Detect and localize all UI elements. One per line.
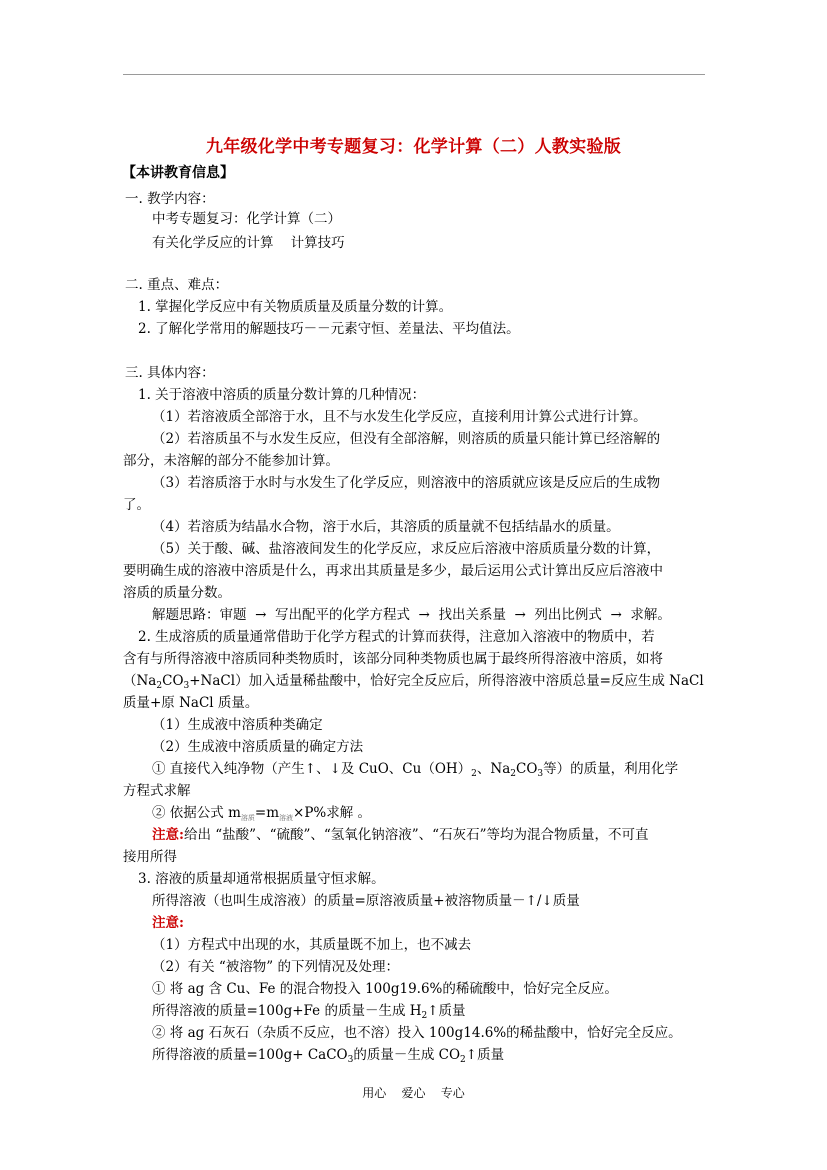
s3-point2a: 2. 生成溶质的质量通常借助于化学方程式的计算而获得，注意加入溶液中的物质中，若 bbox=[138, 629, 655, 645]
s3-group1: （1）生成液中溶质种类确定 bbox=[152, 717, 323, 733]
s3-case2a: （2）若溶质虽不与水发生反应，但没有全部溶解，则溶质的质量只能计算已经溶解的 bbox=[152, 431, 661, 447]
s3-case3a: （3）若溶质溶于水时与水发生了化学反应，则溶液中的溶质就应该是反应后的生成物 bbox=[152, 475, 661, 491]
note-label: 注意: bbox=[152, 827, 184, 843]
s3-point1: 1. 关于溶液中溶质的质量分数计算的几种情况： bbox=[138, 387, 426, 403]
s3-case5b: 要明确生成的溶液中溶质是什么，再求出其质量是多少，最后运用公式计算出反应后溶液中 bbox=[123, 563, 663, 579]
s3-case4: （4）若溶质为结晶水合物，溶于水后，其溶质的质量就不包括结晶水的质量。 bbox=[152, 519, 620, 535]
method2: ② 依据公式 $m_{溶质}=m_{溶液}\times P\%$求解 。 bbox=[152, 805, 372, 822]
s3-group2: （2）生成液中溶质质量的确定方法 bbox=[152, 739, 364, 755]
document-title: 九年级化学中考专题复习：化学计算（二）人教实验版 bbox=[205, 137, 622, 157]
s3-point2c: $(Na_2CO_3+NaCl)$加入适量稀盐酸中，恰好完全反应后，所得溶液中溶质总量=反应生成 NaCl bbox=[123, 673, 704, 691]
note2-label: 注意: bbox=[152, 915, 184, 931]
s1-line2: 有关化学反应的计算 计算技巧 bbox=[152, 235, 345, 251]
header-rule bbox=[123, 74, 705, 75]
s3-heading: 三. 具体内容： bbox=[125, 365, 215, 381]
example1-result: 所得溶液的质量=100g+Fe 的质量－生成 $H_2↑$质量 bbox=[152, 1003, 466, 1021]
solving-approach: 解题思路：审题 → 写出配平的化学方程式 → 找出关系量 → 列出比例式 → 求解。 bbox=[152, 607, 671, 623]
s3-case3b: 了。 bbox=[123, 497, 150, 513]
s1-heading: 一. 教学内容： bbox=[125, 191, 215, 207]
s2-point2: 2. 了解化学常用的解题技巧－－元素守恒、差量法、平均值法。 bbox=[138, 321, 520, 337]
s1-line1: 中考专题复习：化学计算（二） bbox=[152, 211, 341, 227]
s3-case1: （1）若溶液质全部溶于水，且不与水发生化学反应，直接利用计算公式进行计算。 bbox=[152, 409, 647, 425]
s3-case5a: （5）关于酸、碱、盐溶液间发生的化学反应，求反应后溶液中溶质质量分数的计算， bbox=[152, 541, 661, 557]
method1b: 方程式求解 bbox=[123, 783, 191, 799]
page-footer: 用心 爱心 专心 bbox=[362, 1086, 465, 1100]
s3-case5c: 溶质的质量分数。 bbox=[123, 585, 231, 601]
s3-point2b: 含有与所得溶液中溶质同种类物质时，该部分同种类物质也属于最终所得溶液中溶质，如将 bbox=[123, 651, 663, 667]
example2-result: 所得溶液的质量=100g+ CaCO$_3$的质量－生成 $CO_2↑$质量 bbox=[152, 1047, 505, 1065]
s3-point3: 3. 溶液的质量却通常根据质量守恒求解。 bbox=[138, 871, 385, 887]
example2: ② 将 ag 石灰石（杂质不反应，也不溶）投入 100g14.6%的稀盐酸中，恰好完全反应。 bbox=[152, 1025, 682, 1041]
s3-point3a: 所得溶液（也叫生成溶液）的质量=原溶液质量+被溶物质量－↑/↓质量 bbox=[152, 893, 580, 909]
s3-case2b: 部分，未溶解的部分不能参加计算。 bbox=[123, 453, 339, 469]
note2-item2: （2）有关 “被溶物” 的下列情况及处理： bbox=[152, 959, 399, 975]
s2-heading: 二. 重点、难点： bbox=[125, 277, 229, 293]
example1: ① 将 ag 含 Cu、Fe 的混合物投入 100g19.6%的稀硫酸中，恰好完全反应。 bbox=[152, 981, 618, 997]
method1a: ① 直接代入纯净物（产生↑、↓及 CuO、$Cu(OH)_2$、$Na_2CO_3$等）的质量，利用化学 bbox=[152, 761, 679, 779]
section-header: 【本讲教育信息】 bbox=[122, 165, 234, 181]
note1-line-a: 注意:给出 “盐酸”、“硫酸”、“氢氧化钠溶液”、“石灰石”等均为混合物质量，不可直 bbox=[152, 827, 649, 843]
s2-point1: 1. 掌握化学反应中有关物质质量及质量分数的计算。 bbox=[138, 299, 453, 315]
s3-point2d: 质量+原 NaCl 质量。 bbox=[123, 695, 259, 711]
note1-line-b: 接用所得 bbox=[123, 849, 177, 865]
note2-item1: （1）方程式中出现的水，其质量既不加上，也不减去 bbox=[152, 937, 472, 953]
